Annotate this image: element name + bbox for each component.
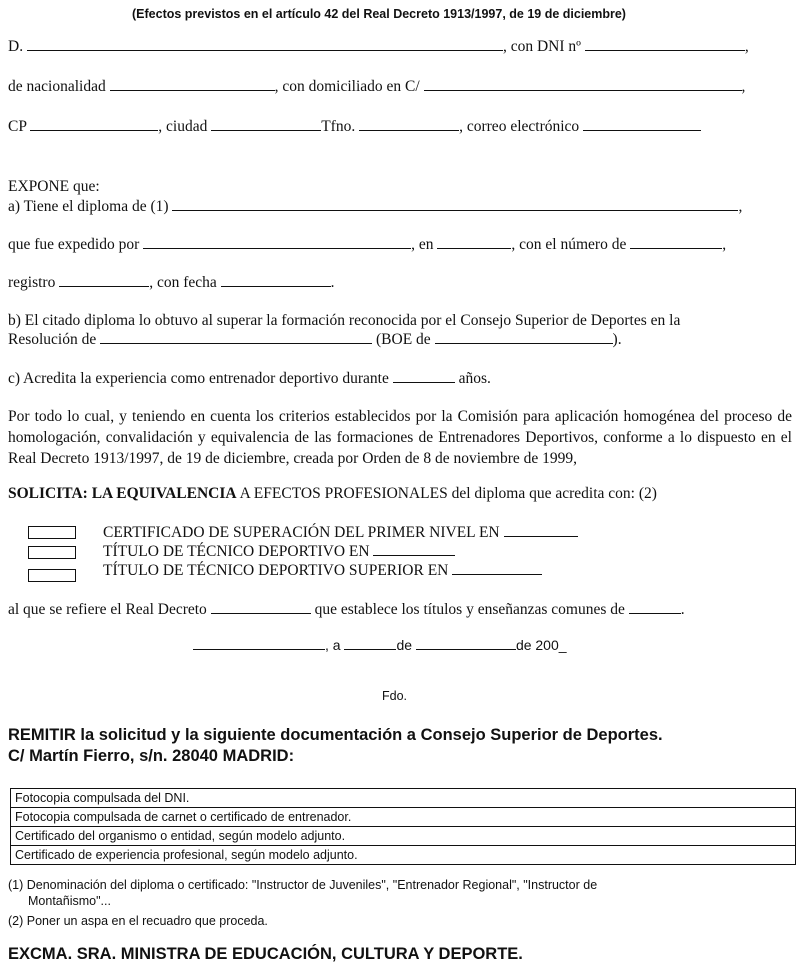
- applicant-name-line: [8, 38, 749, 56]
- expone-c-line: [8, 370, 491, 388]
- de-label: de: [396, 637, 413, 653]
- diploma-label: a) Tiene el diploma de (1): [8, 198, 169, 215]
- expone-heading: EXPONE que:: [8, 178, 100, 195]
- document-item: Certificado de experiencia profesional, según modelo adjunto.: [11, 846, 796, 865]
- document-item: Certificado del organismo o entidad, según modelo adjunto.: [11, 827, 796, 846]
- option-3-field[interactable]: [452, 562, 542, 575]
- table-row: [11, 827, 796, 846]
- applicant-contact-line: [8, 118, 701, 136]
- d-label: D.: [8, 38, 24, 55]
- comma: ,: [741, 78, 746, 95]
- cp-field[interactable]: [30, 118, 158, 131]
- place-field[interactable]: [193, 637, 325, 650]
- option-1-label: CERTIFICADO DE SUPERACIÓN DEL PRIMER NIVEL EN: [103, 524, 500, 541]
- year-label: de 200_: [515, 637, 567, 653]
- period: .: [330, 274, 335, 291]
- domicilio-field[interactable]: [424, 78, 742, 91]
- solicita-label: SOLICITA:: [8, 485, 88, 502]
- tfno-field[interactable]: [359, 118, 459, 131]
- registro-line: [8, 274, 335, 292]
- fecha-field[interactable]: [221, 274, 331, 287]
- documents-table: [10, 788, 796, 865]
- comma: ,: [738, 198, 743, 215]
- domicilio-label: , con domiciliado en C/: [274, 78, 420, 95]
- name-field[interactable]: [27, 38, 503, 51]
- footnote-2: (2) Poner un aspa en el recuadro que proceda.: [8, 914, 268, 928]
- a-label: , a: [325, 637, 341, 653]
- tfno-label: Tfno.: [321, 118, 356, 135]
- document-item: Fotocopia compulsada de carnet o certificado de entrenador.: [11, 808, 796, 827]
- expone-a-line: [8, 198, 742, 216]
- correo-field[interactable]: [583, 118, 701, 131]
- option-1: [103, 524, 578, 542]
- table-row: [11, 789, 796, 808]
- remitir-line-1: REMITIR la solicitud y la siguiente documentación a Consejo Superior de Deportes.: [8, 726, 663, 744]
- boe-close: ).: [612, 331, 622, 348]
- establece-label: que establece los títulos y enseñanzas comunes de: [314, 601, 625, 618]
- ensenanzas-field[interactable]: [629, 601, 681, 614]
- option-checkbox-2[interactable]: [28, 546, 76, 559]
- resolucion-field[interactable]: [100, 331, 372, 344]
- registro-field[interactable]: [59, 274, 149, 287]
- footnote-1-line-2: Montañismo"...: [28, 894, 111, 908]
- en-field[interactable]: [437, 236, 511, 249]
- dni-field[interactable]: [585, 38, 745, 51]
- real-decreto-label: al que se refiere el Real Decreto: [8, 601, 207, 618]
- option-2: [103, 543, 455, 561]
- expedido-line: [8, 236, 726, 254]
- nacionalidad-label: de nacionalidad: [8, 78, 106, 95]
- experiencia-label: c) Acredita la experiencia como entrenador deportivo durante: [8, 370, 389, 387]
- boe-label: (BOE de: [376, 331, 431, 348]
- experiencia-field[interactable]: [393, 370, 455, 383]
- numero-field[interactable]: [630, 236, 722, 249]
- period: .: [680, 601, 685, 618]
- dni-label: , con DNI nº: [502, 38, 581, 55]
- boe-field[interactable]: [435, 331, 613, 344]
- footnote-1-line-1: (1) Denominación del diploma o certificado: "Instructor de Juveniles", "Entrenador Regional", "Instructor de: [8, 878, 598, 892]
- option-1-field[interactable]: [504, 524, 578, 537]
- option-checkbox-3[interactable]: [28, 569, 76, 582]
- en-label: , en: [411, 236, 434, 253]
- real-decreto-line: [8, 601, 685, 619]
- nacionalidad-field[interactable]: [110, 78, 275, 91]
- date-line: [193, 637, 567, 653]
- table-row: [11, 808, 796, 827]
- day-field[interactable]: [344, 637, 396, 650]
- resolucion-label: Resolución de: [8, 331, 97, 348]
- diploma-field[interactable]: [172, 198, 738, 211]
- option-2-label: TÍTULO DE TÉCNICO DEPORTIVO EN: [103, 543, 370, 560]
- option-3-label: TÍTULO DE TÉCNICO DEPORTIVO SUPERIOR EN: [103, 562, 449, 579]
- signature-label: Fdo.: [382, 689, 408, 703]
- table-row: [11, 846, 796, 865]
- comma: ,: [744, 38, 749, 55]
- expone-b-text: b) El citado diploma lo obtuvo al superar la formación reconocida por el Consejo Superior de Deportes en la: [8, 312, 681, 329]
- month-field[interactable]: [416, 637, 516, 650]
- registro-label: registro: [8, 274, 56, 291]
- solicita-line: [8, 485, 657, 503]
- cp-label: CP: [8, 118, 27, 135]
- real-decreto-field[interactable]: [211, 601, 311, 614]
- remitir-line-2: C/ Martín Fierro, s/n. 28040 MADRID:: [8, 747, 295, 765]
- applicant-address-line: [8, 78, 745, 96]
- numero-label: , con el número de: [511, 236, 627, 253]
- expedido-label: que fue expedido por: [8, 236, 140, 253]
- ciudad-label: , ciudad: [158, 118, 208, 135]
- solicita-rest: A EFECTOS PROFESIONALES del diploma que acredita con: (2): [239, 485, 657, 502]
- considering-paragraph: Por todo lo cual, y teniendo en cuenta los criterios establecidos por la Comisión para aplicación homogénea del proceso de homologación, convalidación y equivalencia de las formaciones de Entrenadores Deportivos, conforme a lo dispuesto en el Real Decreto 1913/1997, de 19 de diciembre, creada por Orden de 8 de noviembre de 1999,: [8, 408, 792, 467]
- addressee: EXCMA. SRA. MINISTRA DE EDUCACIÓN, CULTURA Y DEPORTE.: [8, 945, 523, 963]
- document-item: Fotocopia compulsada del DNI.: [11, 789, 796, 808]
- correo-label: , correo electrónico: [459, 118, 580, 135]
- comma: ,: [722, 236, 727, 253]
- header-note: (Efectos previstos en el artículo 42 del Real Decreto 1913/1997, de 19 de diciembre): [132, 7, 626, 21]
- option-checkbox-1[interactable]: [28, 526, 76, 539]
- fecha-label: , con fecha: [149, 274, 217, 291]
- equivalencia-label: LA EQUIVALENCIA: [91, 485, 237, 502]
- anos-label: años.: [458, 370, 491, 387]
- option-2-field[interactable]: [373, 543, 455, 556]
- resolucion-line: [8, 331, 622, 349]
- option-3: [103, 562, 542, 580]
- expedido-field[interactable]: [143, 236, 411, 249]
- ciudad-field[interactable]: [211, 118, 321, 131]
